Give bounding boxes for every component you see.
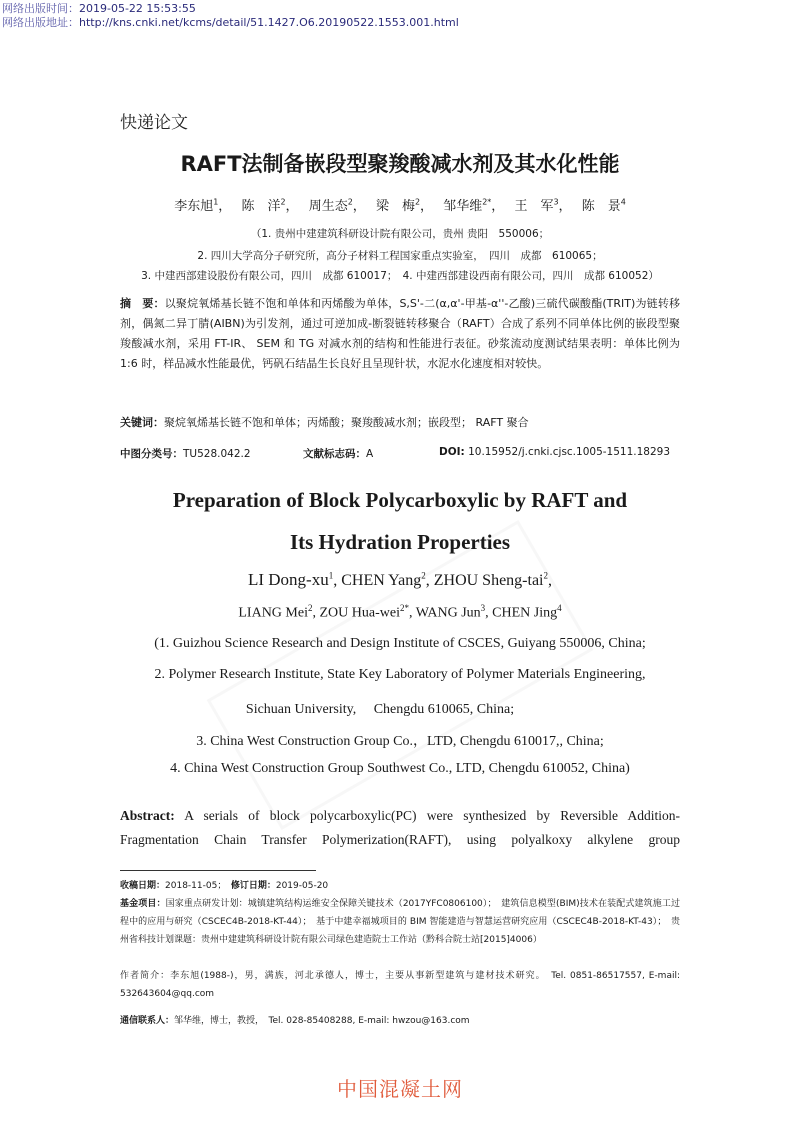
cn-author-name: 陈 景 (581, 199, 621, 214)
cn-abstract-text: 以聚烷氧烯基长链不饱和单体和丙烯酸为单体，S,S'-二(α,α'-甲基-α''-乙酸)三硫代碳酸酯(TRIT)为链转移剂，偶氮二异丁腈(AIBN)为引发剂，通过可逆加成-断裂链转移聚合（RAFT）合成了系列不同单体比例的嵌段型聚羧酸减水剂，采用 FT-IR、 SEM 和 TG 对减水剂的结构和性能进行表征。砂浆流动度测试结果表明：单体比例为 1:6 时，样品减水性能最优，钙矾石结晶生长良好且呈现针状，水泥水化速度相对较快。 (120, 297, 680, 370)
en-author-name: WANG Jun (415, 605, 481, 621)
publish-url-label: 网络出版地址： (2, 16, 79, 29)
footer-brand-logo: 中国混凝土网 (337, 1077, 463, 1101)
doi: DOI: 10.15952/j.cnki.cjsc.1005-1511.18293 (439, 446, 670, 458)
en-affiliation: (1. Guizhou Science Research and Design Institute of CSCES, Guiyang 550006, China; (154, 636, 646, 651)
clc-number: 中图分类号：TU528.042.2 (120, 448, 251, 460)
contact-label: 通信联系人： (120, 1016, 175, 1026)
cn-author-name: 李东旭 (174, 199, 214, 214)
en-title-line1: Preparation of Block Polycarboxylic by RAFT and (172, 488, 628, 512)
contact-text: 邹华维，博士，教授， Tel. 028-85408288, E-mail: hwzou@163.com (174, 1016, 470, 1026)
author-label: 作者简介： (120, 971, 171, 981)
cn-abstract (120, 294, 680, 374)
en-abstract-text: A serials of block polycarboxylic(PC) were synthesized by Reversible Addition-Fragmentation Chain Transfer Polymerization(RAFT), using polyalkoxy alkylene group (120, 808, 680, 847)
cn-author-name: 陈 洋 (241, 199, 281, 214)
en-author-name: CHEN Jing (492, 605, 558, 621)
en-abstract (120, 804, 680, 852)
en-authors-line1: LI Dong-$xu^1$, CHEN Yang$^2$, ZHOU Sheng-tai$^2$, (247, 570, 552, 589)
cn-abstract-label: 摘 要： (120, 297, 165, 310)
en-author-name: LIANG Mei (238, 605, 308, 621)
en-author-name: ZOU Hua-wei (319, 605, 400, 621)
cn-authors: 李东旭$^1$， 陈 洋$^2$， 周生态$^2$， 梁 梅$^2$， 邹华维$^{2*}$， 王 军$^3$， 陈 景$^4$ (174, 197, 626, 214)
cn-affiliation: 2. 四川大学高分子研究所，高分子材料工程国家重点实验室， 四川 成都 610065； (197, 250, 603, 262)
publish-url-link[interactable]: http://kns.cnki.net/kcms/detail/51.1427.O6.20190522.1553.001.html (79, 16, 459, 29)
en-affiliation: 2. Polymer Research Institute, State Key Laboratory of Polymer Materials Engineering, (154, 667, 646, 682)
cn-keywords-label: 关键词： (120, 416, 164, 429)
cn-keywords-text: 聚烷氧烯基长链不饱和单体；丙烯酸；聚羧酸减水剂；嵌段型； RAFT 聚合 (164, 416, 529, 429)
en-author-name: CHEN Yang (341, 572, 422, 589)
fund-label: 基金项目： (120, 899, 166, 909)
cn-author-name: 周生态 (308, 199, 348, 214)
publish-time (2, 2, 196, 16)
footnote-fund (120, 895, 680, 949)
cn-author-name: 邹华维 (443, 199, 483, 214)
en-affiliation: 3. China West Construction Group Co.，LTD, Chengdu 610017,, China; (196, 734, 604, 749)
en-affiliation: 4. China West Construction Group Southwest Co., LTD, Chengdu 610052, China) (170, 761, 630, 776)
cn-author-name: 王 军 (514, 199, 554, 214)
footnote-author (120, 967, 680, 1003)
footnote-divider (120, 870, 316, 871)
fund-text: 国家重点研发计划：城镇建筑结构运维安全保障关键技术（2017YFC0806100）； 建筑信息模型(BIM)技术在装配式建筑施工过程中的应用与研究（CSCEC4B-2018-KT-44）； 基于中建幸福城项目的 BIM 智能建造与智慧运营研究应用（CSCEC4B-2018-KT-43）； 贵州省科技计划课题：贵州中建建筑科研设计院有限公司绿色建造院士工作站（黔科合院士站[2015]4006） (120, 899, 680, 945)
en-author-name: LI Dong-xu (247, 570, 329, 589)
footnote-contact (120, 1012, 680, 1030)
publish-time-label: 网络出版时间： (2, 2, 79, 15)
cn-title: RAFT法制备嵌段型聚羧酸减水剂及其水化性能 (180, 152, 620, 176)
cn-keywords (120, 413, 680, 433)
publish-url (2, 16, 459, 30)
en-authors-line2: LIANG Mei$^2$, ZOU Hua-wei$^{2*}$, WANG Jun$^3$, CHEN Jing$^4$ (238, 603, 562, 621)
doi-link[interactable]: 10.15952/j.cnki.cjsc.1005-1511.18293 (468, 446, 670, 458)
section-label: 快递论文 (120, 113, 188, 133)
author-text: 李东旭(1988-)，男，满族，河北承德人，博士，主要从事新型建筑与建材技术研究。 Tel. 0851-86517557, E-mail: 532643604@qq.com (120, 971, 680, 999)
cn-affiliation: 3. 中建西部建设股份有限公司，四川 成都 610017； 4. 中建西部建设西南有限公司，四川 成都 610052） (141, 270, 659, 282)
cn-author-name: 梁 梅 (375, 199, 415, 214)
cn-affiliation: （1. 贵州中建建筑科研设计院有限公司，贵州 贵阳 550006； (250, 228, 550, 240)
en-affiliation: Sichuan University, Chengdu 610065, China; (245, 702, 515, 717)
en-title-line2: Its Hydration Properties (289, 530, 511, 554)
en-author-name: ZHOU Sheng-tai (433, 572, 544, 589)
publish-time-value: 2019-05-22 15:53:55 (79, 2, 196, 15)
en-abstract-label: Abstract: (120, 808, 175, 823)
footnote-dates: 收稿日期：2018-11-05； 修订日期：2019-05-20 (120, 881, 329, 891)
document-code: 文献标志码：A (303, 448, 374, 460)
